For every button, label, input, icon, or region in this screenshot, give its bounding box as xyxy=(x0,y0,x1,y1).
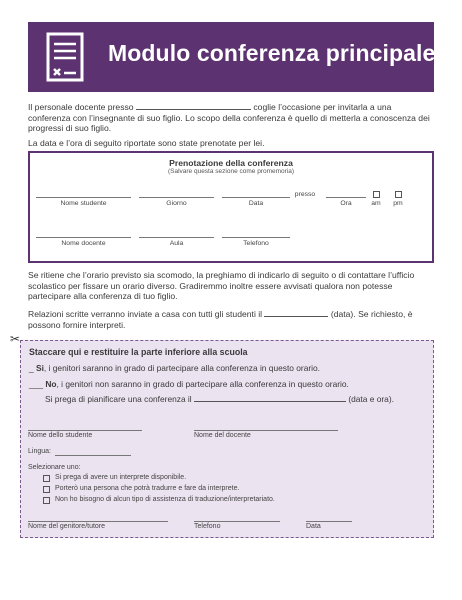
intro-paragraph xyxy=(28,101,436,134)
intro-text-end: coglie l’occasione per invitarla a una conferenza con l’insegnante di suo figlio. Lo scopo della conferenza è quello di metterla a conoscenza dei progressi di suo figlio. xyxy=(28,102,430,134)
room-line[interactable] xyxy=(139,237,214,238)
at-label: presso xyxy=(294,191,316,198)
student-name-caption: Nome dello studente xyxy=(28,432,93,439)
phone-line[interactable] xyxy=(222,237,290,238)
room-label: Aula xyxy=(169,240,184,247)
teacher-name-caption: Nome del docente xyxy=(194,432,251,439)
yes-text: , i genitori saranno in grado di partecipare alla conferenza in questo orario. xyxy=(43,363,320,373)
reschedule-paragraph: Se ritiene che l’orario previsto sia scomodo, la preghiamo di indicarlo di seguito o di contattare l’ufficio scolastico per fissare un orario diverso. Gradiremmo inoltre essere avvisati qualora non potesse partecipare alla conferenza di tuo figlio. xyxy=(28,270,415,302)
am-label: am xyxy=(371,200,381,207)
yes-blank: _ xyxy=(29,363,34,373)
tear-off-heading: Staccare qui e restituire la parte inferiore alla scuola xyxy=(29,347,248,357)
booking-title: Prenotazione della conferenza xyxy=(169,158,293,168)
date-label: Data xyxy=(248,200,264,207)
booking-section xyxy=(28,151,434,263)
reports-paragraph xyxy=(28,308,436,330)
bring-translator-option: Porterò una persona che potrà tradurre e fare da interprete. xyxy=(55,485,240,492)
am-checkbox[interactable] xyxy=(373,191,380,198)
interpreter-checkbox[interactable] xyxy=(43,475,50,482)
no-option[interactable] xyxy=(29,379,429,390)
intro-text-start: Il personale docente presso xyxy=(28,102,134,112)
yes-option[interactable] xyxy=(29,363,429,374)
reschedule-text-start: Si prega di pianificare una conferenza il xyxy=(45,394,192,404)
teacher-name-label: Nome docente xyxy=(61,240,106,247)
time-line[interactable] xyxy=(326,197,366,198)
yes-word: Si xyxy=(36,363,44,373)
day-label: Giorno xyxy=(166,200,187,207)
parent-name-caption: Nome del genitore/tutore xyxy=(28,523,106,530)
language-label: Lingua: xyxy=(28,448,51,455)
phone-label: Telefono xyxy=(243,240,269,247)
booked-notice: La data e l’ora di seguito riportate sono state prenotate per lei. xyxy=(28,138,265,148)
no-assistance-checkbox[interactable] xyxy=(43,497,50,504)
select-one-label: Selezionare uno: xyxy=(28,464,81,471)
reports-text-end: (data). Se richiesto, è possono fornire interpreti. xyxy=(28,309,413,330)
no-word: No xyxy=(45,379,57,389)
school-name-field[interactable] xyxy=(136,101,251,110)
interpreter-option: Si prega di avere un interprete disponibile. xyxy=(55,474,187,481)
student-name-label: Nome studente xyxy=(60,200,107,207)
pm-checkbox[interactable] xyxy=(395,191,402,198)
parent-phone-caption: Telefono xyxy=(194,523,221,530)
reschedule-request xyxy=(45,393,429,405)
tear-off-section xyxy=(20,340,434,538)
reports-text-start: Relazioni scritte verranno inviate a casa con tutti gli studenti il xyxy=(28,309,263,319)
day-line[interactable] xyxy=(139,197,214,198)
reschedule-text-end: (data e ora). xyxy=(348,394,394,404)
form-document-icon xyxy=(42,30,88,84)
parent-name-line[interactable] xyxy=(28,521,168,522)
reschedule-date-field[interactable] xyxy=(194,393,346,402)
student-name-line[interactable] xyxy=(36,197,131,198)
bring-translator-checkbox[interactable] xyxy=(43,486,50,493)
scissors-icon: ✂ xyxy=(10,332,21,346)
time-label: Ora xyxy=(340,200,352,207)
title-banner xyxy=(28,22,434,92)
signature-date-line[interactable] xyxy=(306,521,352,522)
reports-date-field[interactable] xyxy=(264,308,328,317)
booking-subtitle: (Salvare questa sezione come promemoria) xyxy=(167,168,295,175)
no-text: , i genitori non saranno in grado di partecipare alla conferenza in questo orario. xyxy=(56,379,349,389)
student-name-signature-line[interactable] xyxy=(28,430,142,431)
teacher-name-signature-line[interactable] xyxy=(194,430,338,431)
page-title: Modulo conferenza principale xyxy=(108,40,436,66)
no-assistance-option: Non ho bisogno di alcun tipo di assistenza di traduzione/interpretariato. xyxy=(55,496,275,503)
teacher-name-line[interactable] xyxy=(36,237,131,238)
no-blank: ___ xyxy=(29,379,43,389)
signature-date-caption: Data xyxy=(306,523,321,530)
language-line[interactable] xyxy=(55,455,131,456)
date-line[interactable] xyxy=(222,197,290,198)
parent-phone-line[interactable] xyxy=(194,521,280,522)
pm-label: pm xyxy=(393,200,403,207)
